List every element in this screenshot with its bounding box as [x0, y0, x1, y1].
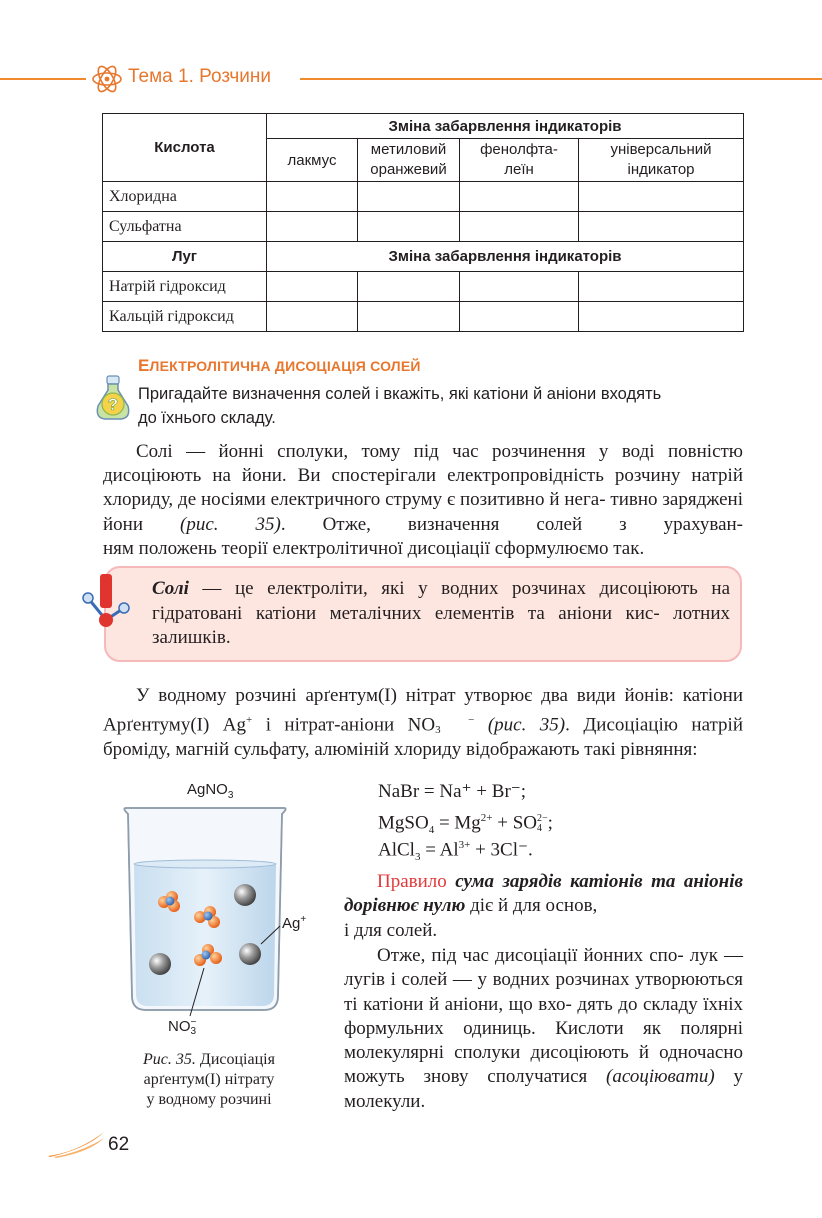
header-rule-right	[300, 78, 822, 80]
table-row	[103, 272, 744, 302]
row-label-acid: Сульфатна	[103, 212, 267, 242]
row-label-base: Кальцій гідроксид	[103, 302, 267, 332]
page-swoosh-icon	[48, 1130, 106, 1158]
table-row	[103, 212, 744, 242]
table-row	[103, 182, 744, 212]
indicator-phenolphthalein: фенолфта- леїн	[460, 139, 579, 182]
row-label-acid: Хлоридна	[103, 182, 267, 212]
col-header-change: Зміна забарвлення індикаторів	[267, 114, 744, 139]
paragraph-salts-intro: Солі — йонні сполуки, тому під час розчинення у воді повністю дисоціюють на йони. Ви спостерігали електропровідність розчину натрій хлориду, де носіями електричного струму є позитивно й нега- тивно заряджені йони (рис. 35). Отже, визначення солей з урахуван- ням положень теорії електролітичної дисоціації сформулюємо так.	[103, 441, 743, 559]
rule-paragraph: Правило сума зарядів катіонів та аніонів дорівнює нулю діє й для основ, і для солей.	[344, 871, 744, 941]
figure-caption: Рис. 35. Дисоціація арґентум(І) нітрату у водному розчині	[143, 1051, 275, 1108]
col-header-base: Луг	[103, 242, 267, 272]
col-header-acid: Кислота	[103, 114, 267, 182]
atom-icon	[90, 64, 124, 94]
table-row	[103, 302, 744, 332]
equation-alcl3: AlCl$_3$ = $Al^{3+} + 3Cl^-$.	[378, 839, 533, 864]
col-header-change-base: Зміна забарвлення індикаторів	[267, 242, 744, 272]
figure-label-nitrate-ion: NO− 3	[168, 1017, 197, 1037]
svg-text:?: ?	[107, 395, 119, 414]
equation-mgso4: MgSO$_4$ = $Mg^{2+} + SO2-$ 4 ;	[378, 812, 553, 837]
equation-nabr: NaBr = Na⁺ + Br⁻;	[378, 781, 527, 802]
review-question: Пригадайте визначення солей і вкажіть, які катіони й аніони входять до їхнього складу.	[138, 385, 662, 427]
indicator-table	[102, 113, 744, 332]
indicator-litmus: лакмус	[267, 139, 358, 182]
paragraph-silver-nitrate: У водному розчині арґентум(І) нітрат утворює два види йонів: катіони Арґентуму(І) Ag+ і нітрат-аніони NO − 3 (рис. 35). Дисоціацію натрій броміду, магній сульфату, алюміній хлориду відображають такі рівняння:	[103, 685, 743, 760]
beaker-illustration	[120, 800, 290, 1022]
indicator-universal: універсальний індикатор	[579, 139, 744, 182]
header-rule-left	[0, 78, 86, 80]
section-heading: ЕЛЕКТРОЛІТИЧНА ДИСОЦІАЦІЯ СОЛЕЙ	[138, 356, 421, 375]
page-number: 62	[108, 1134, 130, 1155]
indicator-methyl-orange: метиловий оранжевий	[358, 139, 460, 182]
row-label-base: Натрій гідроксид	[103, 272, 267, 302]
figure-label-ag-ion: Ag+	[282, 914, 307, 932]
exclamation-molecule-icon	[78, 572, 134, 632]
definition-text: Солі — це електроліти, які у водних розчинах дисоціюють на гідратовані катіони металічних елементів та аніони кис- лотних залишків.	[152, 578, 731, 648]
paragraph-conclusion: Отже, під час дисоціації йонних спо- лук — лугів і солей — у водних розчинах утворюються ті катіони й аніони, що вхо- дять до складу їхніх формульних одиниць. Кислоти як полярні молекулярні сполуки дисоціюють й одночасно можуть знову сполучатися (асоціювати) у молекули.	[344, 945, 744, 1112]
chapter-title: Тема 1. Розчини	[128, 66, 272, 87]
figure-label-agno3: AgNO$_3$	[187, 781, 234, 801]
flask-question-icon	[93, 374, 133, 422]
